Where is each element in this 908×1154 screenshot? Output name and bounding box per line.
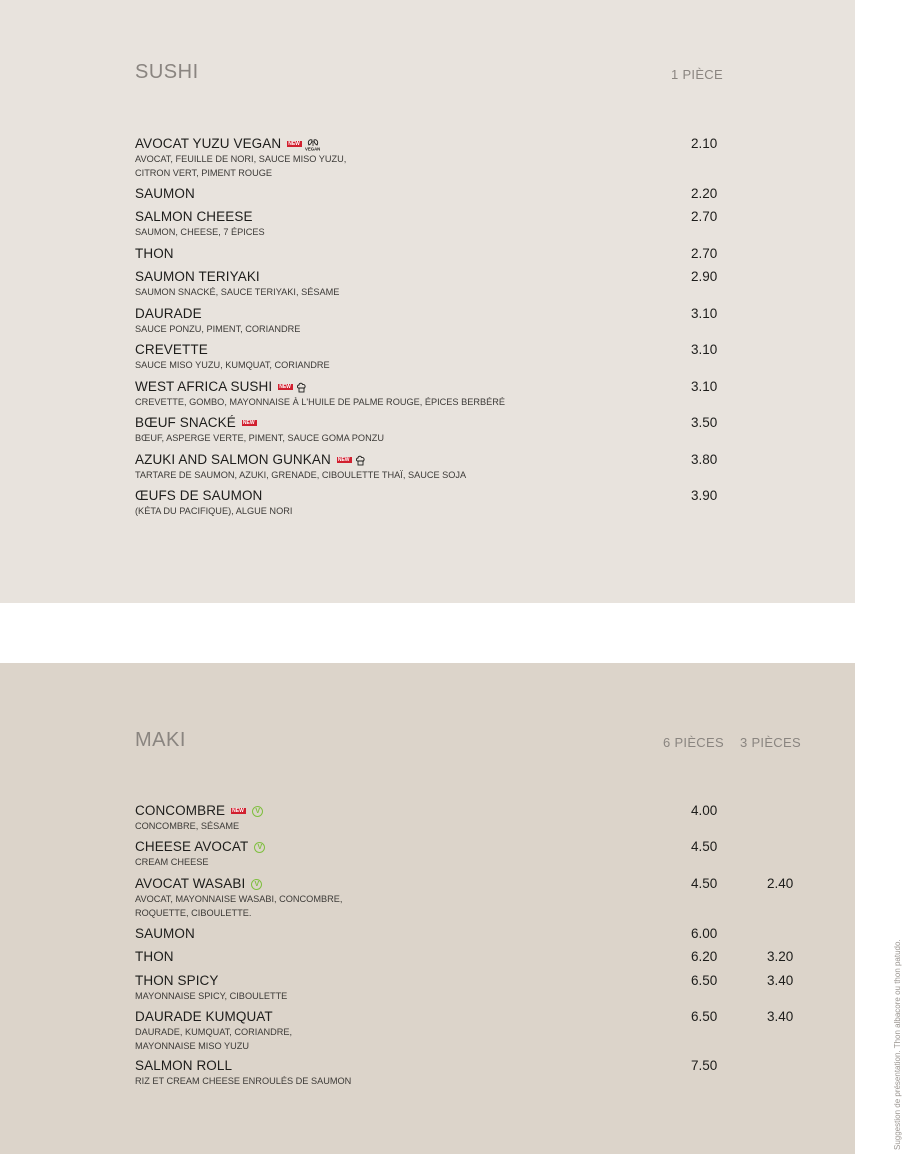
item-price-6: 6.20: [691, 949, 718, 964]
menu-item: [135, 342, 805, 373]
item-description: SAUCE MISO YUZU, KUMQUAT, CORIANDRE: [135, 360, 330, 370]
vegetarian-icon: V: [251, 879, 262, 890]
item-description: MAYONNAISE MISO YUZU: [135, 1040, 250, 1051]
item-description: BŒUF, ASPERGE VERTE, PIMENT, SAUCE GOMA PONZU: [135, 433, 384, 443]
menu-item: [135, 415, 805, 446]
item-description: SAUMON, CHEESE, 7 ÉPICES: [135, 227, 265, 237]
menu-item: [135, 186, 805, 202]
item-description: TARTARE DE SAUMON, AZUKI, GRENADE, CIBOULETTE THAÏ, SAUCE SOJA: [135, 470, 467, 480]
item-name: AVOCAT YUZU VEGAN: [135, 136, 282, 151]
item-name: CONCOMBRE: [135, 803, 226, 818]
side-note: Suggestion de présentation. Thon albacore ou thon patudo.: [893, 939, 902, 1150]
item-price: 3.10: [691, 306, 718, 321]
vegetarian-icon: V: [254, 842, 265, 853]
item-description: SAUMON SNACKÉ, SAUCE TERIYAKI, SÉSAME: [135, 287, 340, 297]
item-name: AVOCAT WASABI: [135, 876, 246, 891]
sushi-price-header: 1 PIÈCE: [671, 67, 723, 82]
menu-item: [135, 803, 805, 834]
item-price: 2.20: [691, 186, 718, 201]
maki-title: MAKI: [135, 729, 186, 751]
menu-item: [135, 209, 805, 240]
item-description: (KÉTA DU PACIFIQUE), ALGUE NORI: [135, 506, 293, 516]
menu-item: [135, 839, 805, 870]
item-name: THON: [135, 949, 174, 964]
vegetarian-icon: V: [252, 806, 263, 817]
item-name: AZUKI AND SALMON GUNKAN: [135, 452, 331, 467]
item-price-3: 3.40: [767, 973, 794, 988]
item-price-3: 2.40: [767, 876, 794, 891]
menu-item: [135, 269, 805, 300]
item-description: AVOCAT, FEUILLE DE NORI, SAUCE MISO YUZU,: [135, 154, 347, 164]
item-price-6: 4.00: [691, 803, 718, 818]
new-badge-icon: [337, 457, 352, 463]
item-name: THON: [135, 246, 174, 261]
item-name: SAUMON: [135, 926, 195, 941]
vegan-label: VEGAN: [305, 146, 321, 151]
chef-hat-icon: [355, 455, 366, 466]
item-description: DAURADE, KUMQUAT, CORIANDRE,: [135, 1027, 293, 1037]
item-description: AVOCAT, MAYONNAISE WASABI, CONCOMBRE,: [135, 894, 343, 904]
item-name: THON SPICY: [135, 973, 219, 988]
new-badge-icon: [287, 141, 302, 147]
item-price-6: 6.50: [691, 1009, 718, 1024]
item-name: BŒUF SNACKÉ: [135, 415, 236, 430]
new-badge-icon: [231, 808, 246, 814]
menu-item: [135, 488, 805, 519]
item-price-6: 7.50: [691, 1058, 718, 1073]
sushi-section: [0, 0, 855, 603]
menu-item: [135, 949, 805, 965]
maki-price-header-3: 3 PIÈCES: [740, 735, 801, 750]
item-price-6: 6.00: [691, 926, 718, 941]
item-name: SAUMON: [135, 186, 195, 201]
item-description: CITRON VERT, PIMENT ROUGE: [135, 167, 272, 178]
menu-item: [135, 973, 805, 1004]
item-price-6: 4.50: [691, 839, 718, 854]
item-name: WEST AFRICA SUSHI: [135, 379, 273, 394]
item-description: SAUCE PONZU, PIMENT, CORIANDRE: [135, 324, 301, 334]
item-price: 3.80: [691, 452, 718, 467]
new-badge-icon: [242, 420, 257, 426]
item-name: CHEESE AVOCAT: [135, 839, 249, 854]
vegan-leaf-icon: [305, 138, 321, 151]
item-price-3: 3.40: [767, 1009, 794, 1024]
sushi-title: SUSHI: [135, 61, 199, 83]
item-price: 3.50: [691, 415, 718, 430]
item-price: 2.90: [691, 269, 718, 284]
item-price-6: 4.50: [691, 876, 718, 891]
menu-item: [135, 246, 805, 262]
item-price: 2.70: [691, 209, 718, 224]
item-description: CONCOMBRE, SÉSAME: [135, 821, 240, 831]
menu-item: [135, 1009, 805, 1053]
item-price: 3.10: [691, 342, 718, 357]
maki-price-header-6: 6 PIÈCES: [663, 735, 724, 750]
item-price-3: 3.20: [767, 949, 794, 964]
menu-item: [135, 926, 805, 942]
menu-item: [135, 136, 805, 180]
item-price: 3.10: [691, 379, 718, 394]
chef-hat-icon: [296, 382, 307, 393]
maki-section: [0, 663, 855, 1154]
new-badge-icon: [278, 384, 293, 390]
item-price: 2.70: [691, 246, 718, 261]
item-name: DAURADE KUMQUAT: [135, 1009, 273, 1024]
item-name: SALMON CHEESE: [135, 209, 253, 224]
item-description: RIZ ET CREAM CHEESE ENROULÉS DE SAUMON: [135, 1076, 352, 1086]
item-name: DAURADE: [135, 306, 202, 321]
item-description: CREAM CHEESE: [135, 857, 209, 867]
item-name: CREVETTE: [135, 342, 208, 357]
menu-item: [135, 306, 805, 337]
item-name: ŒUFS DE SAUMON: [135, 488, 263, 503]
menu-item: [135, 379, 805, 410]
item-description: CREVETTE, GOMBO, MAYONNAISE À L'HUILE DE PALME ROUGE, ÉPICES BERBÉRÉ: [135, 397, 506, 407]
item-name: SALMON ROLL: [135, 1058, 233, 1073]
menu-item: [135, 876, 805, 920]
menu-item: [135, 452, 805, 483]
item-name: SAUMON TERIYAKI: [135, 269, 260, 284]
item-description: MAYONNAISE SPICY, CIBOULETTE: [135, 991, 288, 1001]
menu-item: [135, 1058, 805, 1089]
item-price: 2.10: [691, 136, 718, 151]
item-price: 3.90: [691, 488, 718, 503]
item-price-6: 6.50: [691, 973, 718, 988]
item-description: ROQUETTE, CIBOULETTE.: [135, 907, 252, 918]
